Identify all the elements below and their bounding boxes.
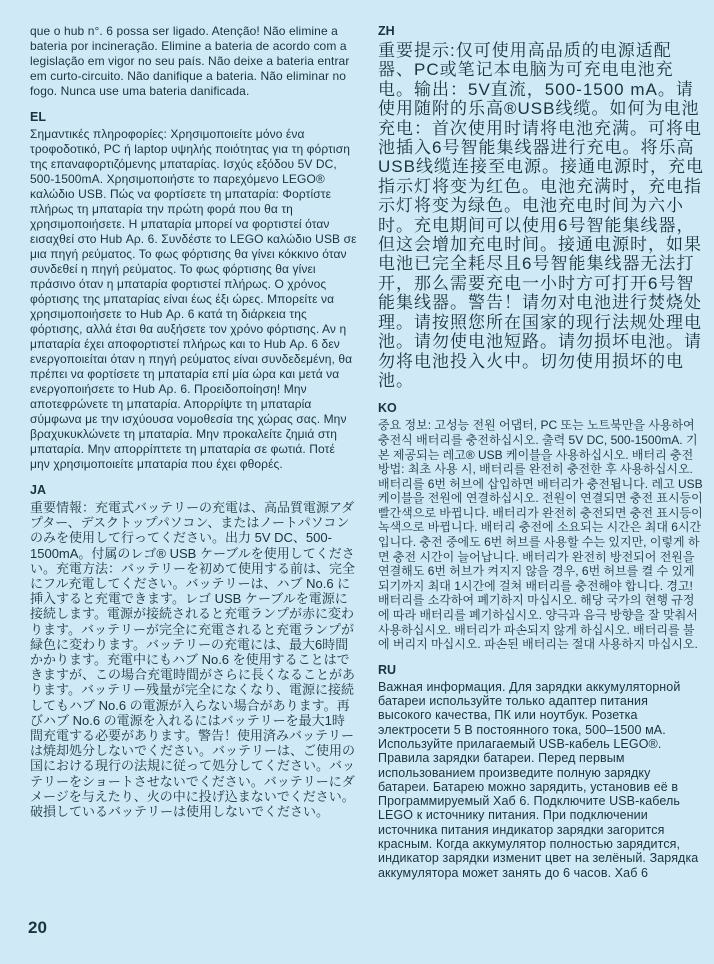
section-header-zh: ZH — [378, 24, 395, 38]
ja-section-text: 重要情報：充電式バッテリーの充電は、高品質電源アダプター、デスクトップパソコン、またはノートパソコンのみを使用して行ってください。出力 5V DC、500- 1500mA。付属のレゴ® USB ケーブルを使用してください。充電方法：バッテリーを初めて使用する前は、完全にフル充電してください。バッテリーは、ハブ No.6 に挿入すると充電できます。レゴ USB ケーブルを電源に接続します。電源が接続されると充電ランプが赤に変わります。バッテリーが完全に充電されると充電ランプが緑色に変わります。バッテリーの充電には、最大6時間かかります。充電中にもハブ No.6 を使用することはできますが、この場合充電時間がさらに長くなることがあります。バッテリー残量が完全になくなり、電源に接続してもハブ No.6 の電源が入らない場合があります。再びハブ No.6 の電源を入れるにはバッテリーを最大1時間充電する必要があります。警告！使用済みバッテリーは焼却処分しないでください。バッテリーは、ご使用の国における現行の法規に従って処分してください。バッテリーをショートさせないでください。バッテリーにダメージを与えたり、火の中に投げ込まないでください。破損しているバッテリーは使用しないでください。 — [30, 500, 356, 820]
page-number: 20 — [28, 918, 47, 937]
pt-text-continuation: que o hub n°. 6 possa ser ligado. Atenção! Não elimine a bateria por incineração. Elimine a bateria de acordo com a legislação em vigor no seu país. Não deixe a bateria entrar em curto-circuito. Não danifique a bateria. Não eliminar no fogo. Nunca use uma bateria danificada. — [30, 24, 350, 98]
zh-section-text: 重要提示:仅可使用高品质的电源适配器、PC或笔记本电脑为可充电电池充电。输出：5V直流，500-1500 mA。请使用随附的乐高®USB线缆。如何为电池充电：首次使用时请将电池充满。可将电池插入6号智能集线器进行充电。将乐高USB线缆连接至电源。接通电源时，充电指示灯将变为红色。电池充满时，充电指示灯将变为绿色。电池充电时间为六小时。充电期间可以使用6号智能集线器，但这会增加充电时间。接通电源时，如果电池已完全耗尽且6号智能集线器无法打开，那么需要充电一小时方可打开6号智能集线器。警告！请勿对电池进行焚烧处理。请按照您所在国家的现行法规处理电池。请勿使电池短路。请勿损坏电池。请勿将电池投入火中。切勿使用损坏的电池。 — [378, 41, 704, 390]
section-header-ja: JA — [30, 483, 46, 497]
ru-section-text: Важная информация. Для зарядки аккумуляторной батареи используйте только адаптер питания высокого качества, ПК или ноутбук. Розетка электросети 5 В постоянного тока, 500–1500 мА. Используйте прилагаемый USB-кабель LEGO®. Правила зарядки батареи. Перед первым использованием произведите полную зарядку батареи. Батарею можно зарядить, установив её в Программируемый Хаб 6. Подключите USB-кабель LEGO к источнику питания. При подключении источника питания индикатор зарядки загорится красным. Когда аккумулятор полностью зарядится, индикатор зарядки изменит цвет на зелёный. Зарядка аккумулятора может занять до 6 часов. Хаб 6 — [378, 679, 699, 880]
left-column — [30, 24, 357, 819]
section-header-ko: KO — [378, 401, 397, 416]
ko-section-text: 중요 정보: 고성능 전원 어댑터, PC 또는 노트북만을 사용하여 충전식 배터리를 충전하십시오. 출력 5V DC, 500-1500mA. 기본 제공되는 레고® USB 케이블을 사용하십시오. 배터리 충전 방법: 최초 사용 시, 배터리를 완전히 충전한 후 사용하십시오. 배터리를 6번 허브에 삽입하면 배터리가 충전됩니다. 레고 USB 케이블을 전원에 연결하십시오. 전원이 연결되면 충전 표시등이 빨간색으로 바뀝니다. 배터리가 완전히 충전되면 충전 표시등이 녹색으로 바뀝니다. 배터리 충전에 소요되는 시간은 최대 6시간입니다. 충전 중에도 6번 허브를 사용할 수는 있지만, 이렇게 하면 충전 시간이 늘어납니다. 배터리가 완전히 방전되어 전원을 연결해도 6번 허브가 켜지지 않을 경우, 6번 허브를 켤 수 있게 되기까지 최대 1시간에 걸쳐 배터리를 충전해야 합니다. 경고! 배터리를 소각하여 폐기하지 마십시오. 해당 국가의 현행 규정에 따라 배터리를 폐기하십시오. 양극과 음극 방향을 잘 맞춰서 사용하십시오. 배터리가 파손되지 않게 하십시오. 배터리를 불에 버리지 마십시오. 파손된 배터리는 절대 사용하지 마십시오. — [378, 418, 703, 652]
right-column — [378, 24, 705, 880]
section-header-ru: RU — [378, 662, 397, 677]
el-section-text: Σημαντικές πληροφορίες: Χρησιμοποιείτε μόνο ένα τροφοδοτικό, PC ή laptop υψηλής ποιότητας για τη φόρτιση της επαναφορτιζόμενης μπαταρίας. Ισχύς εξόδου 5V DC, 500-1500mA. Χρησιμοποιήστε το παρεχόμενο LEGO® καλώδιο USB. Πώς να φορτίσετε τη μπαταρία: Φορτίστε πλήρως τη μπαταρία την πρώτη φορά που θα τη χρησιμοποιήσετε. Η μπαταρία μπορεί να φορτιστεί όταν εισαχθεί στο Hub Αρ. 6. Συνδέστε το LEGO καλώδιο USB σε μια πηγή ρεύματος. Το φως φόρτισης θα γίνει κόκκινο όταν συνδεθεί η πηγή ρεύματος. Το φως φόρτισης θα γίνει πράσινο όταν η μπαταρία φορτιστεί πλήρως. Ο χρόνος φόρτισης της μπαταρίας είναι έως έξι ώρες. Μπορείτε να χρησιμοποιήσετε το Hub Αρ. 6 κατά τη διάρκεια της φόρτισης, αλλά έτσι θα αυξήσετε τον χρόνο φόρτισης. Αν η μπαταρία έχει αποφορτιστεί πλήρως και το Hub Αρ. 6 δεν ενεργοποιείται όταν η πηγή ρεύματος είναι συνδεδεμένη, θα πρέπει να φορτίσετε τη μπαταρία επί μία ώρα και μετά να ενεργοποιήσετε το Hub Αρ. 6. Προειδοποίηση! Μην αποτεφρώνετε τη μπαταρία. Απορρίψτε τη μπαταρία σύμφωνα με την ισχύουσα νομοθεσία της χώρας σας. Μην βραχυκυκλώνετε τη μπαταρία. Μην προκαλείτε ζημιά στη μπαταρία. Μην απορρίπτετε τη μπαταρία σε φωτιά. Ποτέ μην χρησιμοποιείτε μπαταρία που έχει φθορές. — [30, 127, 357, 471]
section-header-el: EL — [30, 110, 46, 124]
